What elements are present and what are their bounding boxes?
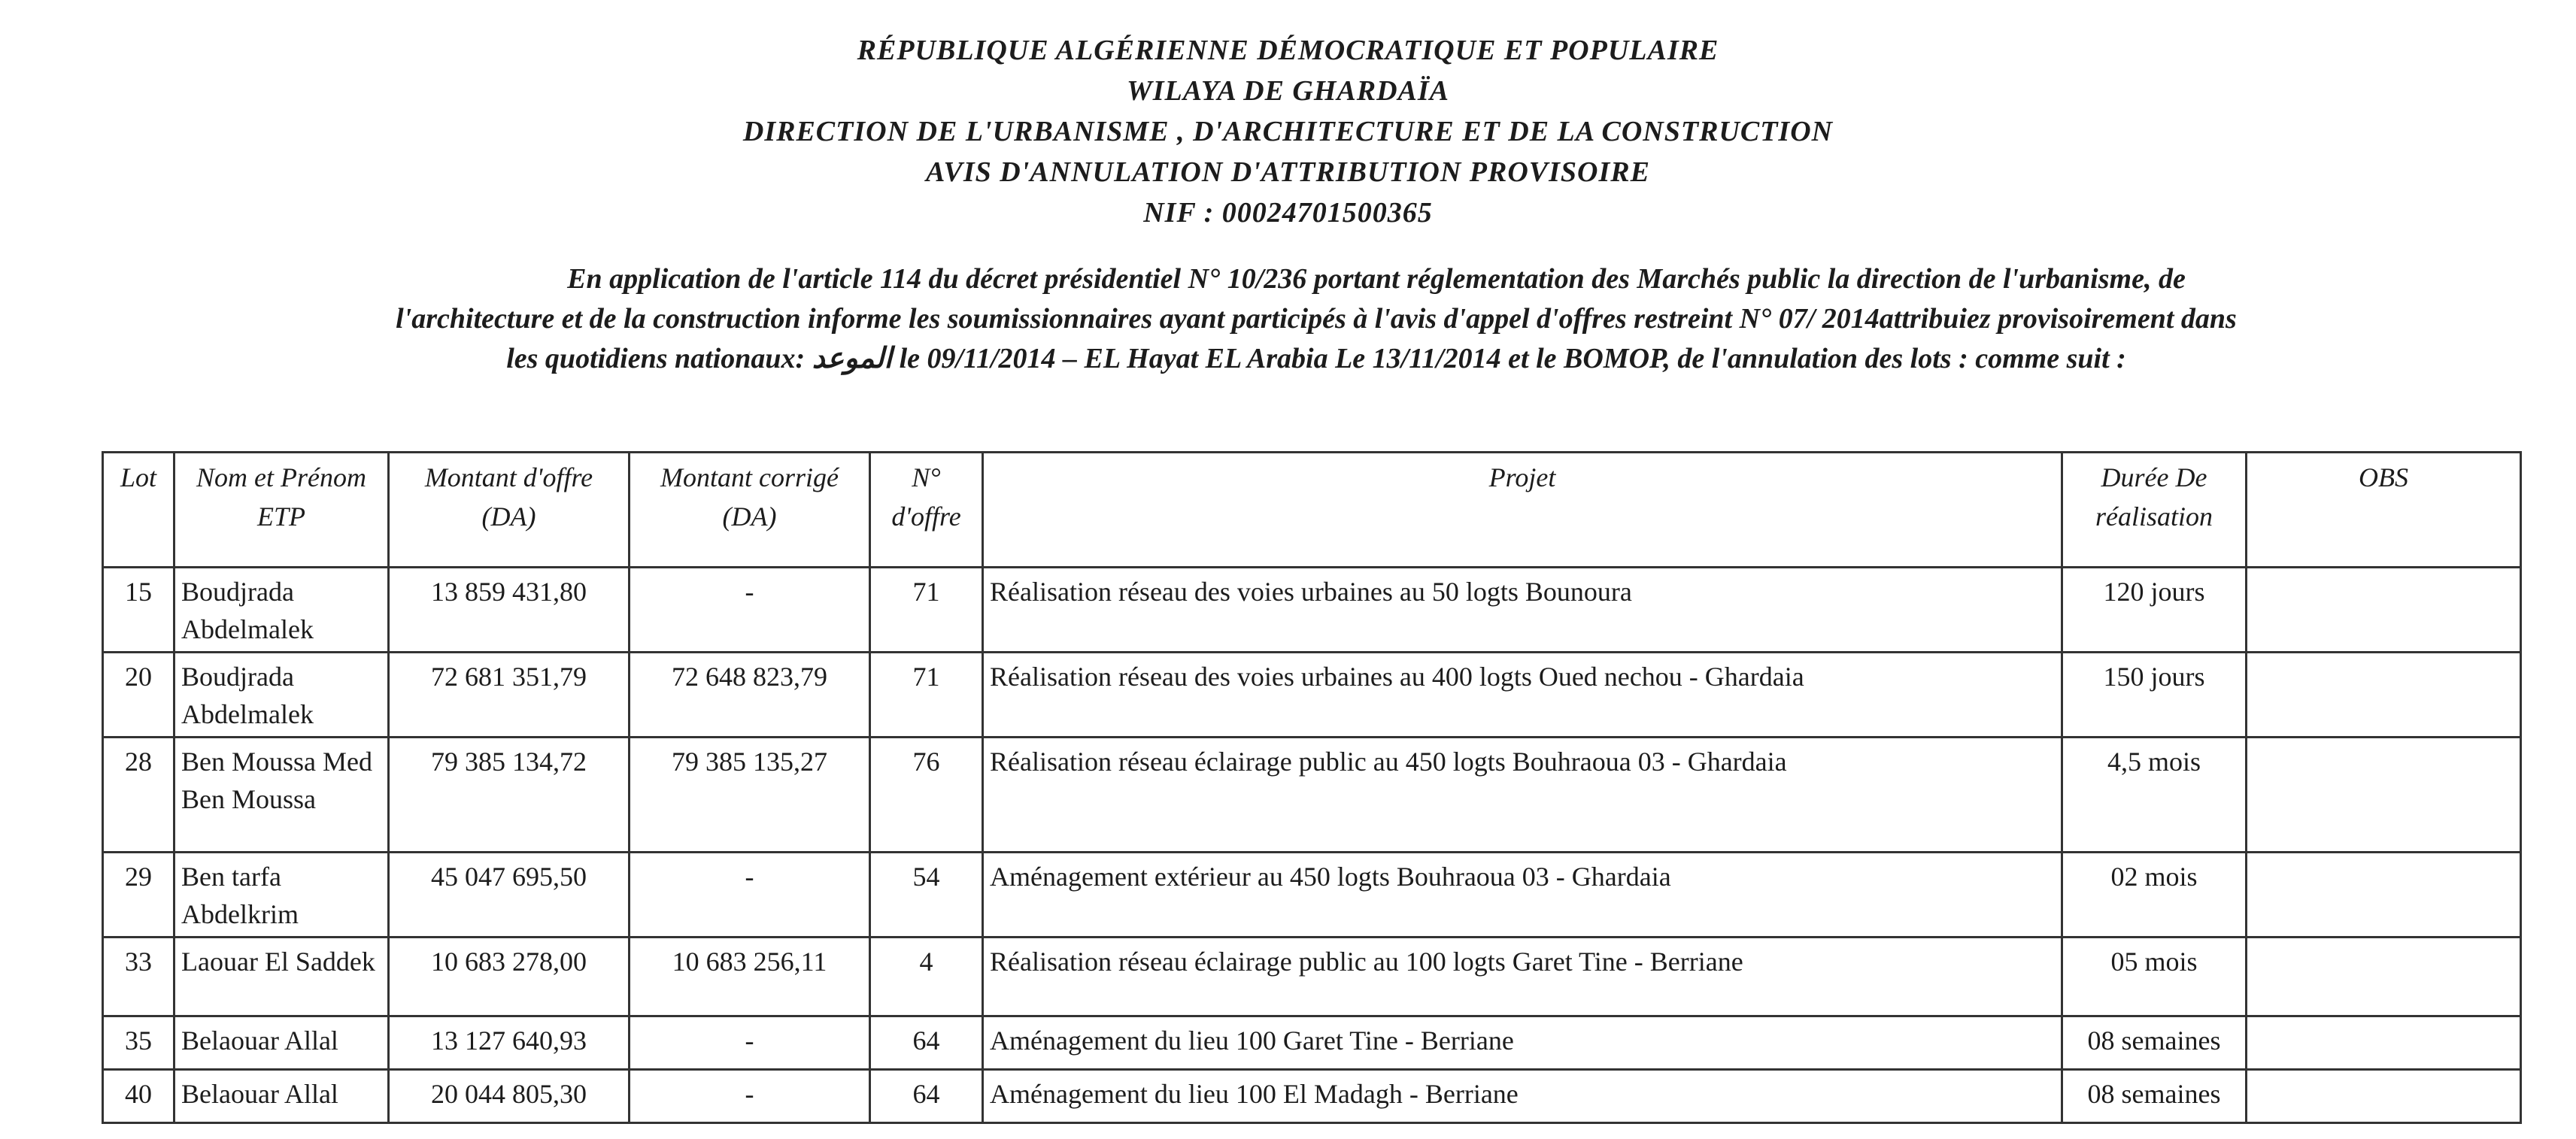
table-row — [103, 738, 2521, 853]
cell-obs — [2247, 1016, 2521, 1070]
cell-duree: 150 jours — [2062, 653, 2247, 738]
cell-nom: Belaouar Allal — [174, 1016, 389, 1070]
cell-projet: Aménagement extérieur au 450 logts Bouhraoua 03 - Ghardaia — [983, 853, 2062, 938]
intro-paragraph — [135, 259, 2497, 379]
cell-lot: 20 — [103, 653, 174, 738]
cell-montant-offre: 72 681 351,79 — [389, 653, 630, 738]
cell-num-offre: 71 — [870, 568, 983, 653]
col-header-obs: OBS — [2247, 453, 2521, 568]
cell-nom: Ben tarfa Abdelkrim — [174, 853, 389, 938]
cell-obs — [2247, 938, 2521, 1016]
cell-montant-corrige: - — [630, 1016, 870, 1070]
cell-nom: Laouar El Saddek — [174, 938, 389, 1016]
cell-duree: 4,5 mois — [2062, 738, 2247, 853]
col-header-montant-corrige: Montant corrigé (DA) — [630, 453, 870, 568]
cell-montant-offre: 10 683 278,00 — [389, 938, 630, 1016]
table-row — [103, 1070, 2521, 1123]
table-row — [103, 653, 2521, 738]
cell-lot: 15 — [103, 568, 174, 653]
table-row — [103, 1016, 2521, 1070]
header-republic: RÉPUBLIQUE ALGÉRIENNE DÉMOCRATIQUE ET POPULAIRE — [857, 35, 1719, 66]
cell-lot: 35 — [103, 1016, 174, 1070]
document-header — [0, 30, 2576, 233]
header-nif: NIF : 00024701500365 — [1143, 197, 1433, 229]
header-title: AVIS D'ANNULATION D'ATTRIBUTION PROVISOIRE — [926, 156, 1650, 188]
cell-duree: 120 jours — [2062, 568, 2247, 653]
table-row — [103, 938, 2521, 1016]
cell-duree: 08 semaines — [2062, 1070, 2247, 1123]
cell-obs — [2247, 738, 2521, 853]
cell-nom: Boudjrada Abdelmalek — [174, 653, 389, 738]
col-header-nom: Nom et Prénom ETP — [174, 453, 389, 568]
header-wilaya: WILAYA DE GHARDAÏA — [1126, 75, 1450, 107]
cell-projet: Réalisation réseau éclairage public au 100 logts Garet Tine - Berriane — [983, 938, 2062, 1016]
cell-num-offre: 4 — [870, 938, 983, 1016]
cell-montant-offre: 79 385 134,72 — [389, 738, 630, 853]
annulation-table — [102, 451, 2522, 1124]
cell-nom: Boudjrada Abdelmalek — [174, 568, 389, 653]
cell-nom: Belaouar Allal — [174, 1070, 389, 1123]
cell-projet: Réalisation réseau des voies urbaines au 50 logts Bounoura — [983, 568, 2062, 653]
cell-obs — [2247, 568, 2521, 653]
cell-nom: Ben Moussa Med Ben Moussa — [174, 738, 389, 853]
header-direction: DIRECTION DE L'URBANISME , D'ARCHITECTURE ET DE LA CONSTRUCTION — [742, 116, 1834, 147]
cell-obs — [2247, 1070, 2521, 1123]
intro-line-2: l'architecture et de la construction informe les soumissionnaires ayant participés à l'avis d'appel d'offres restreint N° 07/ 2014attribuiez provisoirement dans — [396, 303, 2237, 335]
col-header-lot: Lot — [103, 453, 174, 568]
cell-montant-corrige: 10 683 256,11 — [630, 938, 870, 1016]
cell-lot: 33 — [103, 938, 174, 1016]
cell-lot: 28 — [103, 738, 174, 853]
cell-projet: Aménagement du lieu 100 Garet Tine - Berriane — [983, 1016, 2062, 1070]
cell-duree: 05 mois — [2062, 938, 2247, 1016]
cell-montant-corrige: 72 648 823,79 — [630, 653, 870, 738]
cell-lot: 40 — [103, 1070, 174, 1123]
cell-num-offre: 64 — [870, 1070, 983, 1123]
table-row — [103, 853, 2521, 938]
col-header-montant-offre: Montant d'offre (DA) — [389, 453, 630, 568]
cell-projet: Aménagement du lieu 100 El Madagh - Berriane — [983, 1070, 2062, 1123]
cell-num-offre: 71 — [870, 653, 983, 738]
cell-obs — [2247, 853, 2521, 938]
cell-montant-corrige: - — [630, 568, 870, 653]
cell-montant-offre: 45 047 695,50 — [389, 853, 630, 938]
table-header-row — [103, 453, 2521, 568]
cell-montant-offre: 13 127 640,93 — [389, 1016, 630, 1070]
cell-num-offre: 54 — [870, 853, 983, 938]
col-header-projet: Projet — [983, 453, 2062, 568]
cell-duree: 08 semaines — [2062, 1016, 2247, 1070]
cell-montant-corrige: - — [630, 1070, 870, 1123]
cell-montant-offre: 13 859 431,80 — [389, 568, 630, 653]
cell-obs — [2247, 653, 2521, 738]
intro-line-1: En application de l'article 114 du décret présidentiel N° 10/236 portant réglementation des Marchés public la direction de l'urbanisme, de — [567, 263, 2186, 295]
cell-lot: 29 — [103, 853, 174, 938]
cell-num-offre: 76 — [870, 738, 983, 853]
cell-num-offre: 64 — [870, 1016, 983, 1070]
cell-montant-offre: 20 044 805,30 — [389, 1070, 630, 1123]
col-header-duree: Durée De réalisation — [2062, 453, 2247, 568]
cell-duree: 02 mois — [2062, 853, 2247, 938]
intro-line-3: les quotidiens nationaux: الموعد le 09/11/2014 – EL Hayat EL Arabia Le 13/11/2014 et le BOMOP, de l'annulation des lots : comme suit : — [506, 343, 2126, 374]
table-row — [103, 568, 2521, 653]
cell-projet: Réalisation réseau éclairage public au 450 logts Bouhraoua 03 - Ghardaia — [983, 738, 2062, 853]
col-header-num-offre: N° d'offre — [870, 453, 983, 568]
cell-projet: Réalisation réseau des voies urbaines au 400 logts Oued nechou - Ghardaia — [983, 653, 2062, 738]
cell-montant-corrige: 79 385 135,27 — [630, 738, 870, 853]
cell-montant-corrige: - — [630, 853, 870, 938]
